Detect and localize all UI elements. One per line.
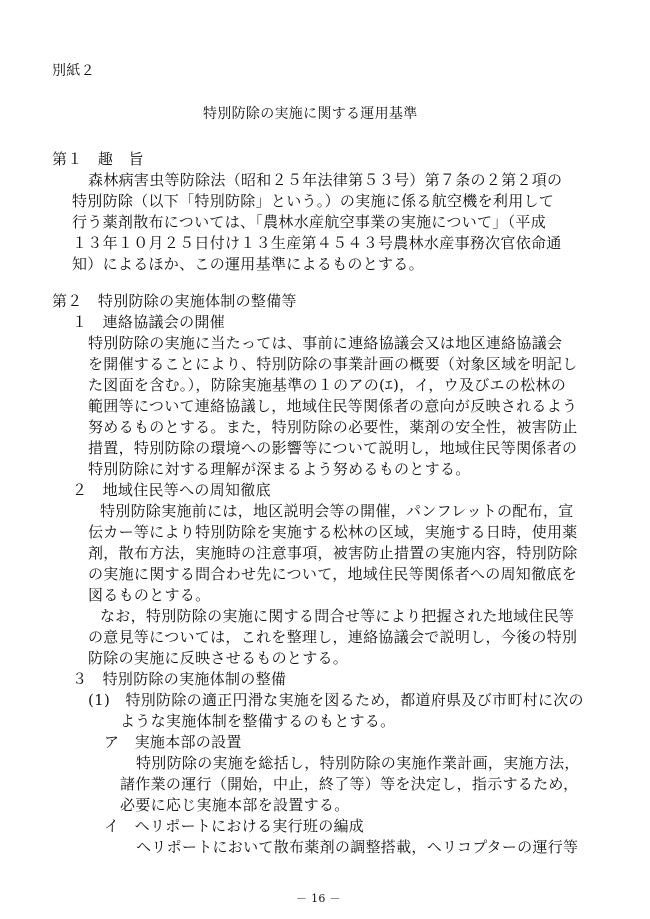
item2-heading: ２ 地域住民等への周知徹底	[72, 481, 271, 499]
item3-heading: ３ 特別防除の実施体制の整備	[72, 670, 287, 688]
section2-heading: 第２ 特別防除の実施体制の整備等	[52, 292, 297, 310]
page-number: － 16 －	[296, 892, 341, 905]
item3-i-heading: イ ヘリポートにおける実行班の編成	[104, 817, 365, 835]
item1-line: 特別防除の実施に当たっては、事前に連絡協議会又は地区連絡協議会	[88, 334, 563, 352]
item1-line: 特別防除に対する理解が深まるよう努めるものとする。	[88, 460, 471, 478]
item2-line: 特別防除実施前には，地区説明会等の開催，パンフレットの配布，宣	[100, 502, 574, 520]
item3-a-line: 必要に応じ実施本部を設置する。	[120, 796, 350, 814]
item1-line: 措置，特別防除の環境への影響等について説明し，地域住民等関係者の	[88, 439, 578, 457]
item2-line: なお，特別防除の実施に関する問合せ等により把握された地域住民等	[100, 607, 575, 625]
item2-line: の実施に関する問合わせ先について，地域住民等関係者への周知徹底を	[88, 565, 578, 583]
item1-line: た図面を含む。），防除実施基準の１のアの(ｴ)，イ，ウ及びエの松林の	[88, 376, 567, 394]
section1-line: 行う薬剤散布については、「農林水産航空事業の実施について」（平成	[72, 213, 547, 231]
item3-i-line: ヘリポートにおいて散布薬剤の調整搭載，ヘリコプターの運行等	[136, 838, 579, 856]
section1-line: 森林病害虫等防除法（昭和２５年法律第５３号）第７条の２第２項の	[88, 171, 563, 189]
section1-line: 特別防除（以下「特別防除」という。）の実施に係る航空機を利用して	[72, 192, 555, 210]
section1-line: １３年１０月２５日付け１３生産第４５４３号農林水産事務次官依命通	[72, 234, 562, 252]
item3-sub1-line: ような実施体制を整備するのもとする。	[120, 712, 396, 730]
item3-a-line: 特別防除の実施を総括し，特別防除の実施作業計画，実施方法，	[136, 754, 580, 772]
item1-line: 努めるものとする。また，特別防除の必要性，薬剤の安全性，被害防止	[88, 418, 578, 436]
item2-line: 防除の実施に反映させるものとする。	[88, 649, 349, 667]
section1-line: 知）によるほか、この運用基準によるものとする。	[72, 255, 424, 273]
item2-line: の意見等については，これを整理し，連絡協議会で説明し，今後の特別	[88, 628, 578, 646]
item2-line: 図るものとする。	[88, 586, 211, 604]
item2-line: 伝カー等により特別防除を実施する松林の区域，実施する日時，使用薬	[88, 523, 578, 541]
attachment-label: 別紙２	[52, 63, 95, 79]
item3-a-line: 諸作業の運行（開始，中止，終了等）等を決定し，指示するため，	[120, 775, 579, 793]
section1-heading: 第１ 趣 旨	[52, 150, 144, 168]
item2-line: 剤，散布方法，実施時の注意事項，被害防止措置の実施内容，特別防除	[88, 544, 578, 562]
item1-heading: １ 連絡協議会の開催	[72, 313, 226, 331]
item1-line: 範囲等について連絡協議し，地域住民等関係者の意向が反映されるよう	[88, 397, 578, 415]
item3-a-heading: ア 実施本部の設置	[104, 733, 242, 751]
item1-line: を開催することにより、特別防除の事業計画の概要（対象区域を明記し	[88, 355, 578, 373]
document-title: 特別防除の実施に関する運用基準	[203, 106, 418, 122]
item3-sub1-line: (1) 特別防除の適正円滑な実施を図るため，都道府県及び市町村に次の	[88, 691, 584, 709]
